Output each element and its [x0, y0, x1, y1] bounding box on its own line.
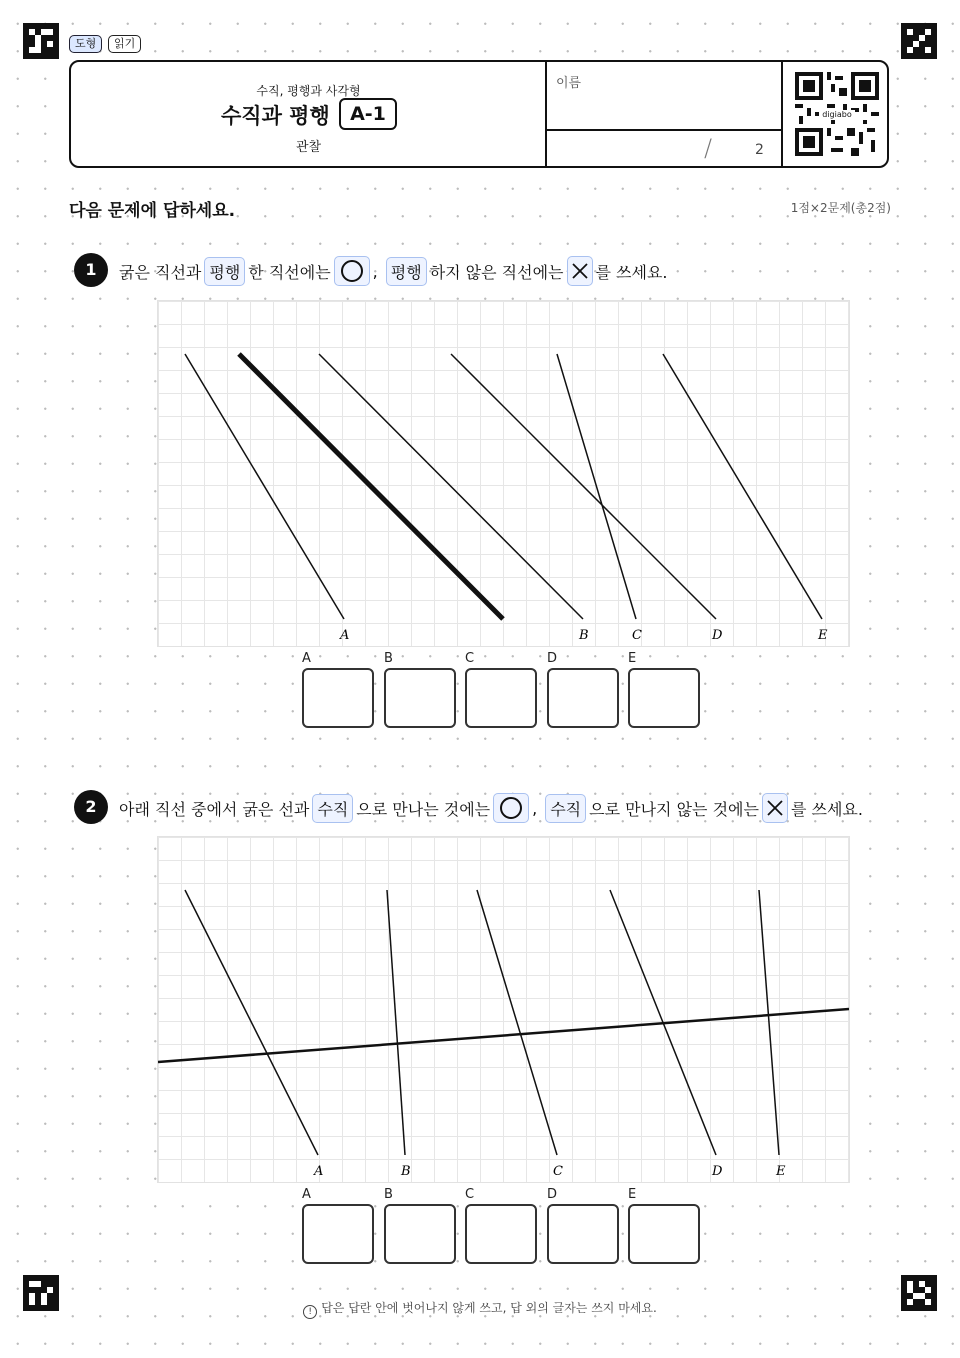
line-e: [759, 890, 779, 1155]
q1-figure: [157, 300, 850, 647]
qr-caption: digiabo: [822, 110, 852, 120]
answer-label: C: [465, 651, 475, 666]
score-slash: /: [704, 134, 713, 162]
answer-label: B: [384, 1187, 393, 1202]
answer-box-b[interactable]: [384, 1204, 456, 1264]
question-text-part: 굵은 직선과: [119, 262, 202, 282]
cross-symbol-icon: [567, 256, 593, 286]
answer-box-c[interactable]: [465, 668, 537, 728]
tag-shape: 도형: [69, 35, 102, 53]
answer-label: D: [547, 1187, 558, 1202]
question-text-part: 하지 않은 직선에는: [429, 262, 564, 282]
name-field[interactable]: [547, 90, 779, 128]
line-d: [451, 354, 716, 619]
unit-title: 수직, 평행과 사각형: [256, 84, 361, 98]
qr-code: [795, 72, 879, 156]
keyword-perpendicular: 수직: [545, 794, 586, 823]
answer-box-a[interactable]: [302, 668, 374, 728]
score-total: 2: [755, 142, 764, 158]
line-label: E: [818, 628, 828, 643]
answer-label: A: [302, 1187, 311, 1202]
circle-symbol-icon: [334, 256, 370, 286]
question-number: 1: [74, 253, 108, 287]
divider: [545, 129, 781, 131]
answer-label: C: [465, 1187, 475, 1202]
thick-line: [158, 1009, 849, 1062]
answer-box-e[interactable]: [628, 668, 700, 728]
answer-label: E: [628, 1187, 637, 1202]
line-e: [663, 354, 822, 619]
answer-box-a[interactable]: [302, 1204, 374, 1264]
answer-box-d[interactable]: [547, 1204, 619, 1264]
divider: [781, 62, 783, 166]
line-label: A: [340, 628, 350, 643]
instruction: 다음 문제에 답하세요.: [69, 201, 236, 221]
line-label: C: [632, 628, 642, 643]
answer-box-e[interactable]: [628, 1204, 700, 1264]
answer-box-b[interactable]: [384, 668, 456, 728]
keyword-parallel: 평행: [386, 257, 427, 286]
answer-label: D: [547, 651, 558, 666]
question-text-part: 를 쓰세요.: [595, 262, 668, 282]
question-text: [119, 793, 863, 823]
answer-box-d[interactable]: [547, 668, 619, 728]
line-label: D: [712, 1164, 723, 1179]
line-c: [557, 354, 636, 619]
worksheet-title: 수직과 평행: [221, 104, 330, 128]
answer-label: A: [302, 651, 311, 666]
line-c: [477, 890, 557, 1155]
name-field-label: 이름: [556, 76, 582, 91]
question-text-part: 으로 만나는 것에는: [356, 799, 491, 819]
corner-marker-top-left: [23, 23, 59, 59]
line-d: [610, 890, 716, 1155]
answer-label: B: [384, 651, 393, 666]
line-a: [185, 890, 318, 1155]
answer-label: E: [628, 651, 637, 666]
answer-box-c[interactable]: [465, 1204, 537, 1264]
question-number: 2: [74, 790, 108, 824]
question-text-part: 를 쓰세요.: [790, 799, 863, 819]
worksheet-code: A-1: [339, 98, 397, 130]
corner-marker-top-right: [901, 23, 937, 59]
line-label: E: [776, 1164, 786, 1179]
tag-reading: 읽기: [108, 35, 141, 53]
question-text-part: ,: [532, 798, 538, 818]
cross-symbol-icon: [762, 793, 788, 823]
footer-note: [0, 1299, 960, 1319]
circle-symbol-icon: [493, 793, 529, 823]
line-label: B: [401, 1164, 411, 1179]
line-label: A: [314, 1164, 324, 1179]
category-label: 관찰: [295, 140, 322, 155]
keyword-perpendicular: 수직: [312, 794, 353, 823]
question-text-part: 아래 직선 중에서 굵은 선과: [119, 799, 310, 819]
line-b: [387, 890, 405, 1155]
footer-text: 답은 답란 안에 벗어나지 않게 쓰고, 답 외의 글자는 쓰지 마세요.: [321, 1301, 657, 1315]
worksheet-header: [69, 60, 889, 168]
line-label: D: [712, 628, 723, 643]
line-label: C: [553, 1164, 563, 1179]
question-text-part: 으로 만나지 않는 것에는: [589, 799, 759, 819]
thick-line: [239, 354, 503, 619]
line-b: [319, 354, 583, 619]
q2-figure: [157, 836, 850, 1183]
points-info: 1점×2문제(총2점): [790, 201, 891, 215]
question-text-part: 한 직선에는: [248, 262, 331, 282]
line-a: [185, 354, 344, 619]
keyword-parallel: 평행: [204, 257, 245, 286]
line-label: B: [579, 628, 589, 643]
question-text: [119, 256, 668, 286]
question-text-part: ,: [372, 261, 378, 281]
info-icon: !: [303, 1305, 317, 1319]
